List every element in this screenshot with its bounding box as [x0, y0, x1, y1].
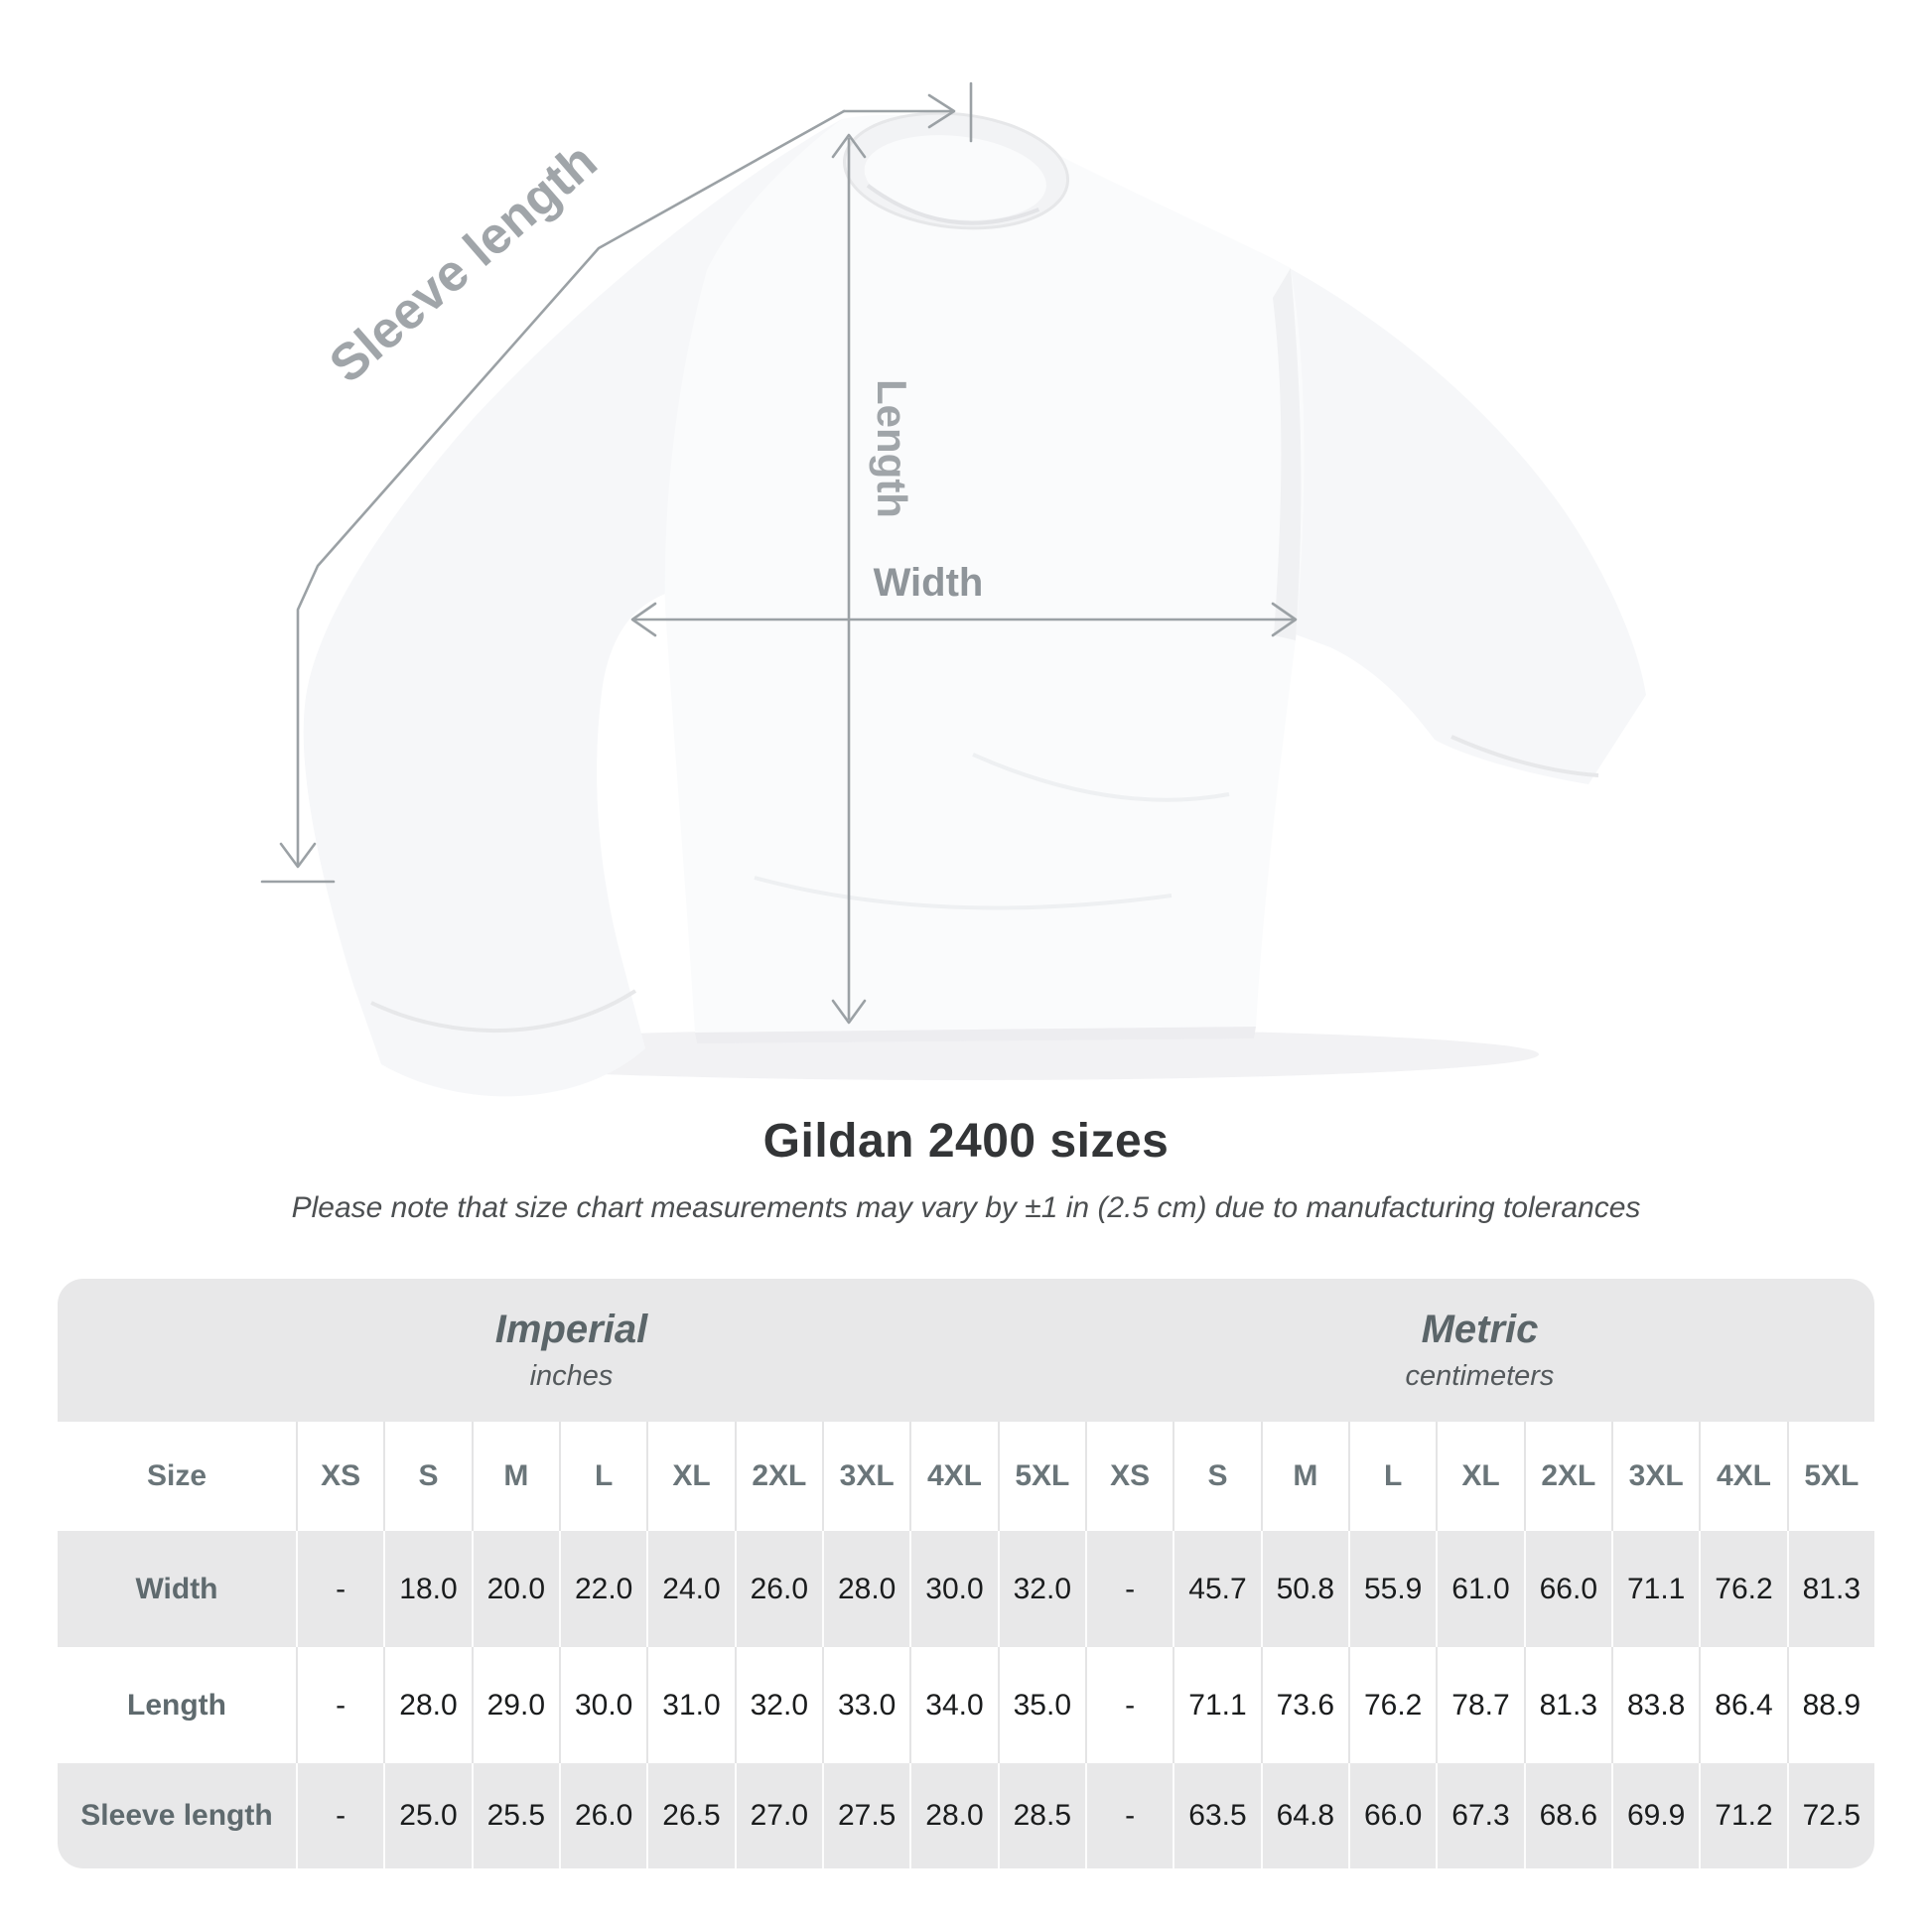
measurement-value-imperial: 26.0 — [735, 1531, 822, 1647]
imperial-label: Imperial — [494, 1308, 648, 1351]
measurement-value-imperial: 25.5 — [472, 1763, 559, 1868]
sleeve-length-label: Sleeve length — [319, 132, 609, 395]
measurement-value-imperial: 22.0 — [559, 1531, 646, 1647]
measurement-value-imperial: 27.5 — [822, 1763, 909, 1868]
measurement-value-metric: 66.0 — [1524, 1531, 1611, 1647]
measurement-value-metric: - — [1085, 1647, 1173, 1763]
shirt-right-sleeve — [1286, 266, 1646, 784]
measurement-value-metric: 81.3 — [1524, 1647, 1611, 1763]
measurement-value-metric: 71.2 — [1699, 1763, 1786, 1868]
measurement-value-imperial: 24.0 — [646, 1531, 734, 1647]
measurement-value-imperial: 28.5 — [998, 1763, 1085, 1868]
size-header-metric-xs: XS — [1085, 1422, 1173, 1531]
measurement-value-imperial: 26.5 — [646, 1763, 734, 1868]
measurement-value-imperial: 30.0 — [909, 1531, 997, 1647]
size-header-metric-4xl: 4XL — [1699, 1422, 1786, 1531]
measurement-value-metric: 72.5 — [1787, 1763, 1874, 1868]
size-column-header: Size — [58, 1422, 296, 1531]
size-header-imperial-3xl: 3XL — [822, 1422, 909, 1531]
measurement-grid — [58, 1422, 1874, 1868]
measurement-value-metric: 86.4 — [1699, 1647, 1786, 1763]
metric-label: Metric — [1421, 1308, 1539, 1351]
measurement-value-imperial: 26.0 — [559, 1763, 646, 1868]
measurement-value-imperial: 31.0 — [646, 1647, 734, 1763]
measurement-value-metric: - — [1085, 1763, 1173, 1868]
size-header-metric-3xl: 3XL — [1611, 1422, 1699, 1531]
size-table — [58, 1279, 1874, 1868]
page-title: Gildan 2400 sizes — [762, 1115, 1170, 1168]
measurement-value-metric: - — [1085, 1531, 1173, 1647]
measurement-value-imperial: - — [296, 1531, 383, 1647]
size-header-imperial-l: L — [559, 1422, 646, 1531]
measurement-value-metric: 83.8 — [1611, 1647, 1699, 1763]
measurement-value-imperial: 27.0 — [735, 1763, 822, 1868]
measurement-value-imperial: 20.0 — [472, 1531, 559, 1647]
measurement-value-imperial: 25.0 — [383, 1763, 471, 1868]
size-header-metric-s: S — [1173, 1422, 1260, 1531]
size-header-metric-l: L — [1348, 1422, 1436, 1531]
measurement-value-metric: 68.6 — [1524, 1763, 1611, 1868]
measurement-value-metric: 66.0 — [1348, 1763, 1436, 1868]
length-label: Length — [869, 379, 915, 518]
imperial-unit-label: inches — [529, 1360, 614, 1392]
measurement-value-metric: 78.7 — [1436, 1647, 1523, 1763]
size-header-imperial-5xl: 5XL — [998, 1422, 1085, 1531]
measurement-value-imperial: 35.0 — [998, 1647, 1085, 1763]
measurement-value-metric: 67.3 — [1436, 1763, 1523, 1868]
measurement-value-imperial: 29.0 — [472, 1647, 559, 1763]
size-header-imperial-s: S — [383, 1422, 471, 1531]
shirt-body — [665, 115, 1305, 1033]
measurement-value-imperial: 33.0 — [822, 1647, 909, 1763]
measurement-value-metric: 76.2 — [1699, 1531, 1786, 1647]
measurement-value-metric: 71.1 — [1611, 1531, 1699, 1647]
measurement-value-metric: 71.1 — [1173, 1647, 1260, 1763]
size-header-metric-xl: XL — [1436, 1422, 1523, 1531]
unit-group-metric — [1085, 1279, 1874, 1422]
size-header-metric-2xl: 2XL — [1524, 1422, 1611, 1531]
size-header-imperial-2xl: 2XL — [735, 1422, 822, 1531]
size-header-metric-5xl: 5XL — [1787, 1422, 1874, 1531]
row-label: Sleeve length — [58, 1763, 296, 1868]
size-header-imperial-xl: XL — [646, 1422, 734, 1531]
measurement-value-metric: 45.7 — [1173, 1531, 1260, 1647]
row-label: Width — [58, 1531, 296, 1647]
measurement-value-metric: 73.6 — [1261, 1647, 1348, 1763]
size-header-metric-m: M — [1261, 1422, 1348, 1531]
measurement-value-metric: 63.5 — [1173, 1763, 1260, 1868]
measurement-value-imperial: 28.0 — [822, 1531, 909, 1647]
measurement-value-metric: 55.9 — [1348, 1531, 1436, 1647]
measurement-value-metric: 64.8 — [1261, 1763, 1348, 1868]
measurement-value-metric: 81.3 — [1787, 1531, 1874, 1647]
measurement-value-imperial: 32.0 — [998, 1531, 1085, 1647]
row-label: Length — [58, 1647, 296, 1763]
unit-header-row — [58, 1279, 1874, 1422]
measurement-value-metric: 88.9 — [1787, 1647, 1874, 1763]
measurement-value-imperial: 34.0 — [909, 1647, 997, 1763]
measurement-value-metric: 50.8 — [1261, 1531, 1348, 1647]
size-header-imperial-xs: XS — [296, 1422, 383, 1531]
measurement-value-metric: 69.9 — [1611, 1763, 1699, 1868]
measurement-value-metric: 76.2 — [1348, 1647, 1436, 1763]
size-header-imperial-4xl: 4XL — [909, 1422, 997, 1531]
measurement-value-imperial: 32.0 — [735, 1647, 822, 1763]
measurement-value-imperial: 28.0 — [383, 1647, 471, 1763]
unit-group-imperial — [58, 1279, 1085, 1422]
width-label: Width — [873, 561, 984, 605]
page-subtitle: Please note that size chart measurements may vary by ±1 in (2.5 cm) due to manufacturing tolerances — [291, 1191, 1641, 1224]
measurement-value-imperial: 28.0 — [909, 1763, 997, 1868]
measurement-value-imperial: 18.0 — [383, 1531, 471, 1647]
measurement-value-imperial: - — [296, 1763, 383, 1868]
measurement-value-metric: 61.0 — [1436, 1531, 1523, 1647]
measurement-value-imperial: - — [296, 1647, 383, 1763]
measurement-value-imperial: 30.0 — [559, 1647, 646, 1763]
size-header-imperial-m: M — [472, 1422, 559, 1531]
metric-unit-label: centimeters — [1405, 1360, 1555, 1392]
